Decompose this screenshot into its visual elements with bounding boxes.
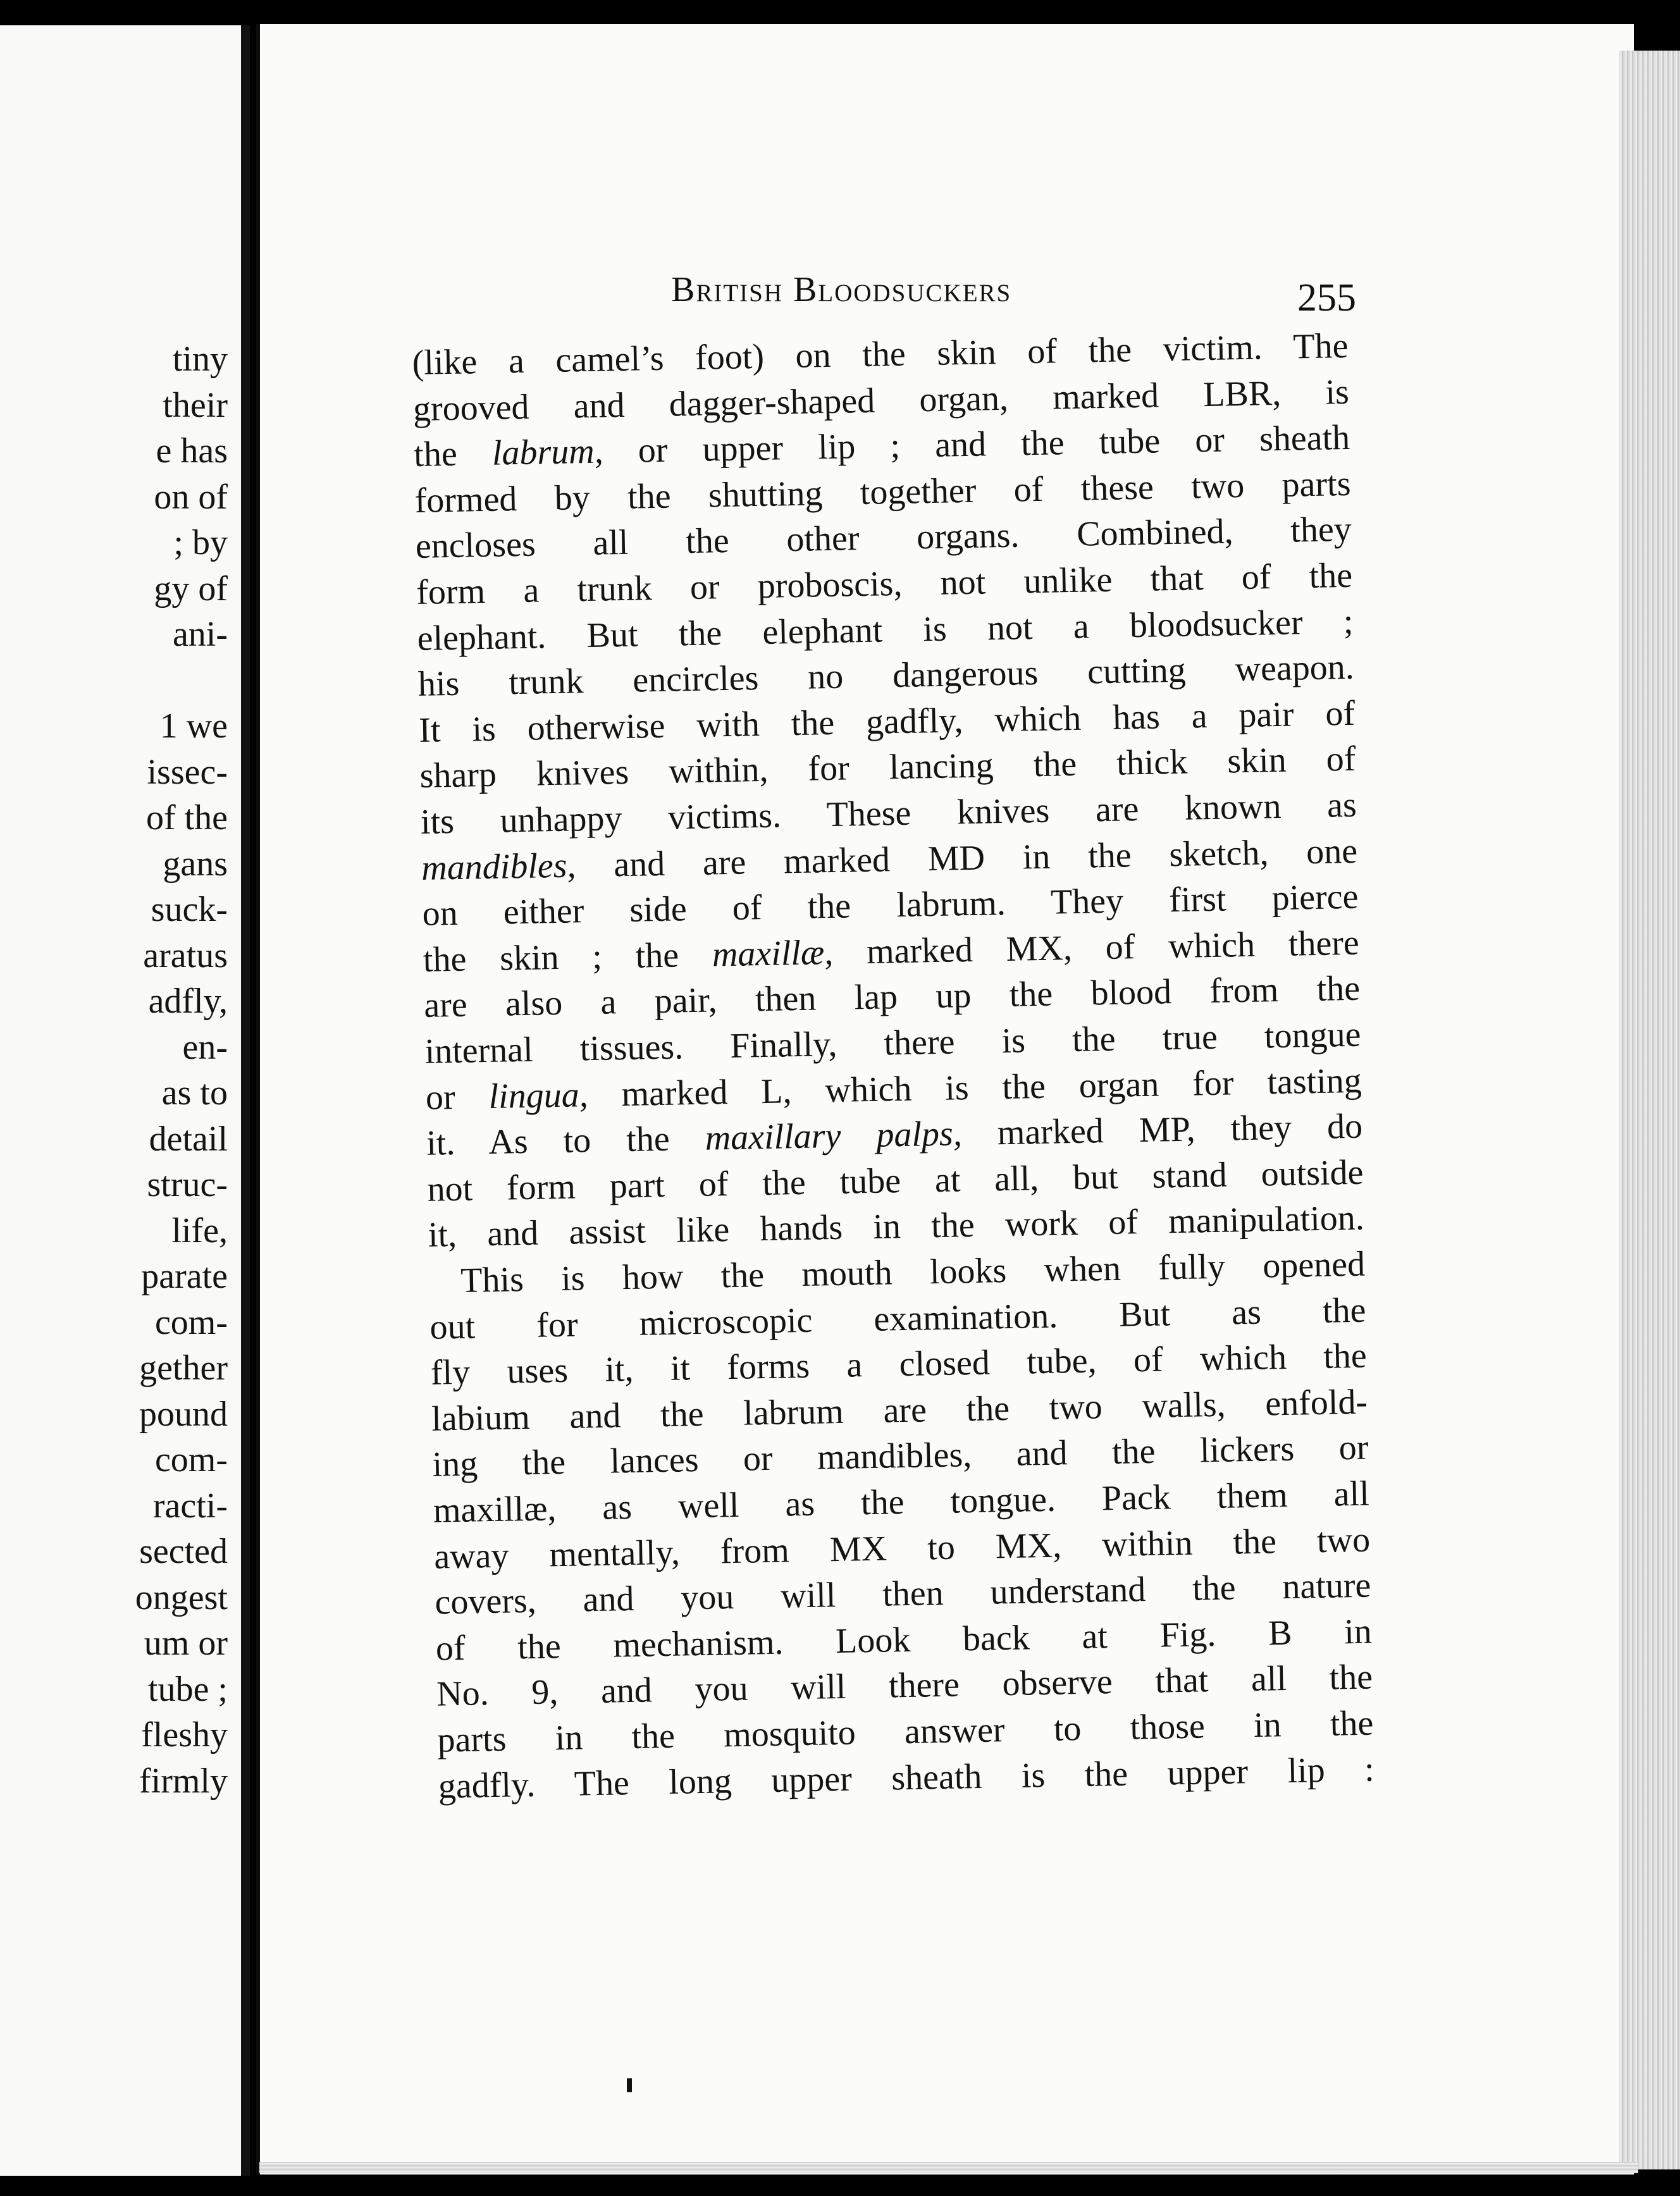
text-run: grooved and dagger-shaped organ, marked LBR, is [412, 372, 1350, 429]
facing-page-line: of the [145, 798, 228, 837]
text-run: It is otherwise with the gadfly, which has a pair of [418, 693, 1356, 750]
facing-page-line: racti- [152, 1486, 228, 1526]
text-run: or [425, 1076, 490, 1118]
text-run: are also a pair, then lap up the blood from the [423, 969, 1361, 1026]
page-block-edges [1619, 51, 1680, 2169]
facing-page-line: firmly [139, 1761, 228, 1801]
facing-page-line: tube ; [148, 1669, 228, 1709]
text-run: marked MP, they do [961, 1106, 1363, 1154]
text-run: ing the lances or mandibles, and the lickers or [432, 1428, 1369, 1485]
facing-page-line: tiny [172, 340, 228, 379]
text-run: sharp knives within, for lancing the thick skin of [419, 739, 1356, 796]
facing-page-line: gy of [154, 569, 228, 608]
text-run: not form part of the tube at all, but stand outside [427, 1152, 1364, 1209]
facing-page-line: parate [141, 1257, 228, 1296]
facing-page-line: pound [139, 1394, 228, 1434]
text-run: on either side of the labrum. They first pierce [422, 877, 1359, 934]
page-number: 255 [1297, 276, 1356, 319]
page-bottom-edge [259, 2162, 1638, 2173]
text-run: or upper lip ; and the tube or sheath [603, 418, 1350, 471]
facing-page-line: ani- [172, 615, 228, 654]
text-run: formed by the shutting together of these two parts [414, 464, 1351, 521]
facing-page-line: suck- [151, 890, 228, 929]
text-run: the [413, 433, 493, 475]
facing-page-line: e has [156, 431, 228, 471]
facing-page-line: fleshy [141, 1715, 228, 1755]
text-run: and are marked MD in the sketch, one [575, 831, 1358, 885]
bottom-margin-mark [627, 2078, 632, 2092]
facing-page-line: com- [154, 1302, 228, 1342]
text-run: covers, and you will then understand the nature [435, 1565, 1371, 1622]
facing-page-line: ; by [173, 523, 228, 562]
facing-page-line: on of [154, 477, 228, 517]
facing-page-line: sected [139, 1532, 228, 1571]
italic-term: mandibles, [421, 845, 577, 888]
facing-page-line: aratus [143, 935, 228, 975]
page [256, 24, 1634, 2174]
text-run: maxillæ, as well as the tongue. Pack them all [433, 1474, 1370, 1531]
text-run: No. 9, and you will there observe that all the [436, 1657, 1373, 1715]
text-run: labium and the labrum are the two walls, enfold- [431, 1382, 1368, 1439]
text-run: parts in the mosquito answer to those in the [437, 1703, 1374, 1760]
text-run: the skin ; the [423, 935, 713, 980]
italic-term: lingua, [488, 1075, 589, 1116]
text-run: its unhappy victims. These knives are known as [420, 785, 1357, 842]
text-run: (like a camel’s foot) on the skin of the victim. The [412, 326, 1349, 383]
facing-page-line: life, [171, 1211, 228, 1250]
text-run: encloses all the other organs. Combined, they [415, 510, 1352, 567]
facing-page-line: com- [154, 1440, 228, 1479]
text-run: of the mechanism. Look back at Fig. B in [435, 1612, 1373, 1669]
text-run: marked L, which is the organ for tasting [588, 1061, 1362, 1114]
text-run: gadfly. The long upper sheath is the upper lip : [438, 1749, 1375, 1806]
facing-page-line: um or [144, 1624, 228, 1663]
facing-page-line: adfly, [148, 982, 228, 1021]
text-run: form a trunk or proboscis, not unlike that of the [416, 555, 1353, 612]
text-run: out for microscopic examination. But as the [429, 1290, 1366, 1347]
text-run: marked MX, of which there [832, 923, 1360, 972]
text-run: away mentally, from MX to MX, within the two [433, 1520, 1371, 1577]
facing-page-line: as to [161, 1073, 228, 1113]
facing-page-line: struc- [147, 1165, 228, 1204]
facing-page-line: 1 we [159, 706, 228, 746]
facing-page-line: gans [163, 844, 228, 884]
facing-page-line: en- [182, 1027, 228, 1067]
body-text [412, 323, 1375, 1806]
italic-term: maxillary palps, [705, 1114, 963, 1158]
text-run: his trunk encircles no dangerous cutting weapon. [417, 647, 1355, 705]
facing-page-line: ongest [135, 1577, 228, 1617]
text-run: it, and assist like hands in the work of manipulation. [428, 1199, 1365, 1255]
facing-page-line: gether [139, 1348, 228, 1388]
facing-page-edge [0, 25, 250, 2176]
running-head-title: British Bloodsuckers [671, 270, 1012, 309]
facing-page-line: their [163, 385, 228, 425]
text-run: fly uses it, it forms a closed tube, of which the [430, 1336, 1368, 1393]
text-run: it. As to the [426, 1118, 706, 1163]
text-run: internal tissues. Finally, there is the true tongue [424, 1015, 1361, 1071]
text-run: This is how the mouth looks when fully opened [460, 1244, 1366, 1300]
italic-term: labrum, [491, 431, 604, 473]
binding-gutter [241, 25, 250, 2176]
text-run: elephant. But the elephant is not a bloodsucker ; [417, 601, 1354, 658]
italic-term: maxillæ, [712, 932, 834, 975]
facing-page-line: issec- [147, 752, 228, 792]
facing-page-line: detail [149, 1119, 228, 1159]
